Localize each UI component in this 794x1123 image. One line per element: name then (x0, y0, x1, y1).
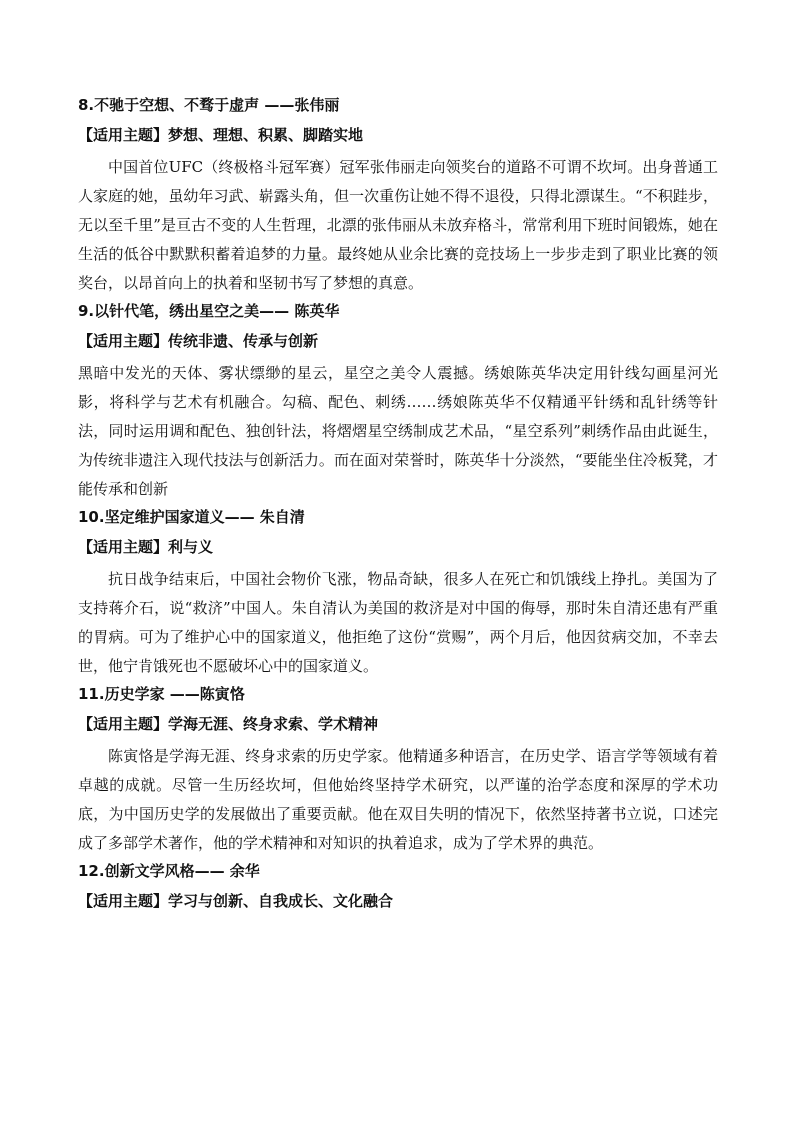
theme-text: 传统非遗、传承与创新 (168, 332, 319, 350)
section-paragraph: 陈寅恪是学海无涯、终身求索的历史学家。他精通多种语言，在历史学、语言学等领域有着卓越的成就。尽管一生历经坎坷，但他始终坚持学术研究，以严谨的治学态度和深厚的学术功底，为中国历史学的发展做出了重要贡献。他在双目失明的情况下，依然坚持著书立说，口述完成了多部学术著作，他的学术精神和对知识的执着追求，成为了学术界的典范。 (78, 747, 718, 852)
theme-line (78, 329, 718, 359)
theme-line (78, 712, 718, 742)
theme-text: 利与义 (168, 538, 214, 556)
theme-text: 梦想、理想、积累、脚踏实地 (168, 126, 364, 144)
section-paragraph: 黑暗中发光的天体、雾状缥缈的星云，星空之美令人震撼。绣娘陈英华决定用针线勾画星河光影，将科学与艺术有机融合。勾稿、配色、刺绣……绣娘陈英华不仅精通平针绣和乱针绣等针法，同时运用调和配色、独创针法，将熠熠星空绣制成艺术品，“星空系列”刺绣作品由此诞生，为传统非遗注入现代技法与创新活力。而在面对荣誉时，陈英华十分淡然，“要能坐住冷板凳，才能传承和创新 (78, 364, 718, 498)
section-paragraph: 抗日战争结束后，中国社会物价飞涨，物品奇缺，很多人在死亡和饥饿线上挣扎。美国为了支持蒋介石，说“救济”中国人。朱自清认为美国的救济是对中国的侮辱，那时朱自清还患有严重的胃病。可为了维护心中的国家道义，他拒绝了这份“赏赐”，两个月后，他因贫病交加，不幸去世，他宁肯饿死也不愿破坏心中的国家道义。 (78, 570, 718, 675)
theme-label: 【适用主题】 (78, 715, 169, 733)
section-title: 12.创新文学风格—— 余华 (78, 862, 260, 880)
section-title: 11.历史学家 ——陈寅恪 (78, 685, 245, 703)
theme-label: 【适用主题】 (78, 332, 169, 350)
theme-text: 学习与创新、自我成长、文化融合 (168, 892, 394, 910)
theme-label: 【适用主题】 (78, 892, 169, 910)
section-11 (78, 682, 718, 858)
section-12 (78, 859, 718, 919)
theme-text: 学海无涯、终身求索、学术精神 (168, 715, 379, 733)
section-paragraph: 中国首位UFC（终极格斗冠军赛）冠军张伟丽走向领奖台的道路不可谓不坎坷。出身普通工人家庭的她，虽幼年习武、崭露头角，但一次重伤让她不得不退役，只得北漂谋生。“不积跬步，无以至千里”是亘古不变的人生哲理，北漂的张伟丽从未放弃格斗，常常利用下班时间锻炼，她在生活的低谷中默默积蓄着追梦的力量。最终她从业余比赛的竞技场上一步步走到了职业比赛的领奖台，以昂首向上的执着和坚韧书写了梦想的真意。 (78, 158, 718, 292)
theme-line (78, 889, 718, 919)
section-8 (78, 93, 718, 298)
theme-label: 【适用主题】 (78, 126, 169, 144)
section-title: 8.不驰于空想、不骛于虚声 ——张伟丽 (78, 96, 340, 114)
section-title: 10.坚定维护国家道义—— 朱自清 (78, 508, 305, 526)
section-title: 9.以针代笔，绣出星空之美—— 陈英华 (78, 302, 340, 320)
document-page (78, 93, 718, 919)
theme-line (78, 123, 718, 153)
theme-line (78, 535, 718, 565)
section-10 (78, 505, 718, 681)
section-9 (78, 299, 718, 504)
theme-label: 【适用主题】 (78, 538, 169, 556)
